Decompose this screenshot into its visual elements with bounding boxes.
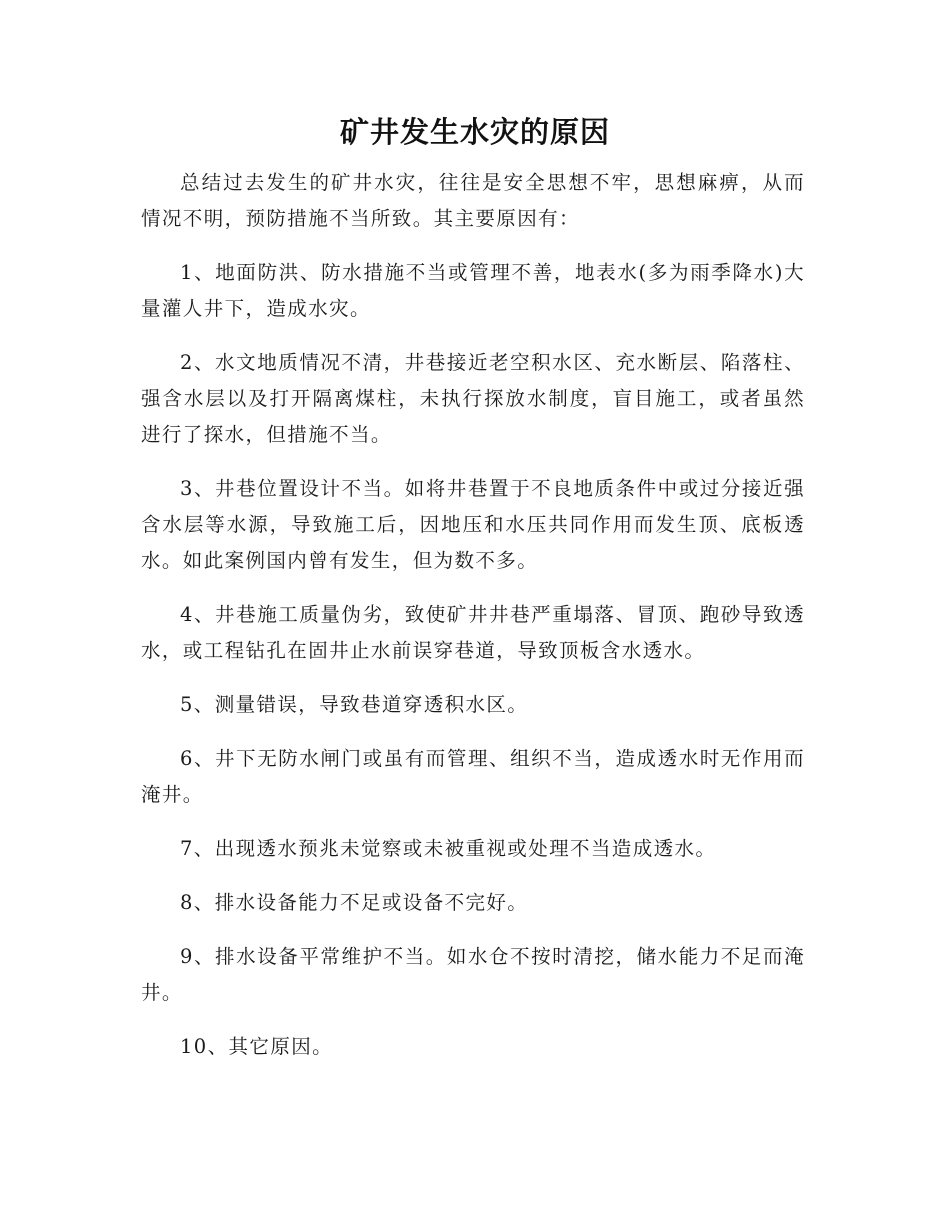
paragraph-reason-10: 10、其它原因。 bbox=[180, 1035, 334, 1058]
paragraph-reason-8: 8、排水设备能力不足或设备不完好。 bbox=[180, 891, 529, 914]
document-body bbox=[141, 165, 805, 1083]
document-title: 矿井发生水灾的原因 bbox=[339, 115, 610, 149]
paragraph-reason-4: 4、井巷施工质量伪劣，致使矿井井巷严重塌落、冒顶、跑砂导致透水，或工程钻孔在固井止水前误穿巷道，导致顶板含水透水。 bbox=[141, 603, 805, 662]
paragraph-reason-6: 6、井下无防水闸门或虽有而管理、组织不当，造成透水时无作用而淹井。 bbox=[141, 747, 805, 806]
paragraph-reason-2: 2、水文地质情况不清，井巷接近老空积水区、充水断层、陷落柱、强含水层以及打开隔离煤柱，未执行探放水制度，盲目施工，或者虽然进行了探水，但措施不当。 bbox=[141, 351, 805, 446]
paragraph-reason-7: 7、出现透水预兆未觉察或未被重视或处理不当造成透水。 bbox=[180, 837, 717, 860]
paragraph-reason-5: 5、测量错误，导致巷道穿透积水区。 bbox=[180, 693, 529, 716]
paragraph-intro: 总结过去发生的矿井水灾，往往是安全思想不牢，思想麻痹，从而情况不明，预防措施不当所致。其主要原因有： bbox=[141, 171, 805, 230]
paragraph-reason-1: 1、地面防洪、防水措施不当或管理不善，地表水(多为雨季降水)大量灌人井下，造成水灾。 bbox=[141, 261, 805, 320]
paragraph-reason-9: 9、排水设备平常维护不当。如水仓不按时清挖，储水能力不足而淹井。 bbox=[141, 945, 805, 1004]
paragraph-reason-3: 3、井巷位置设计不当。如将井巷置于不良地质条件中或过分接近强含水层等水源，导致施工后，因地压和水压共同作用而发生顶、底板透水。如此案例国内曾有发生，但为数不多。 bbox=[141, 477, 805, 572]
